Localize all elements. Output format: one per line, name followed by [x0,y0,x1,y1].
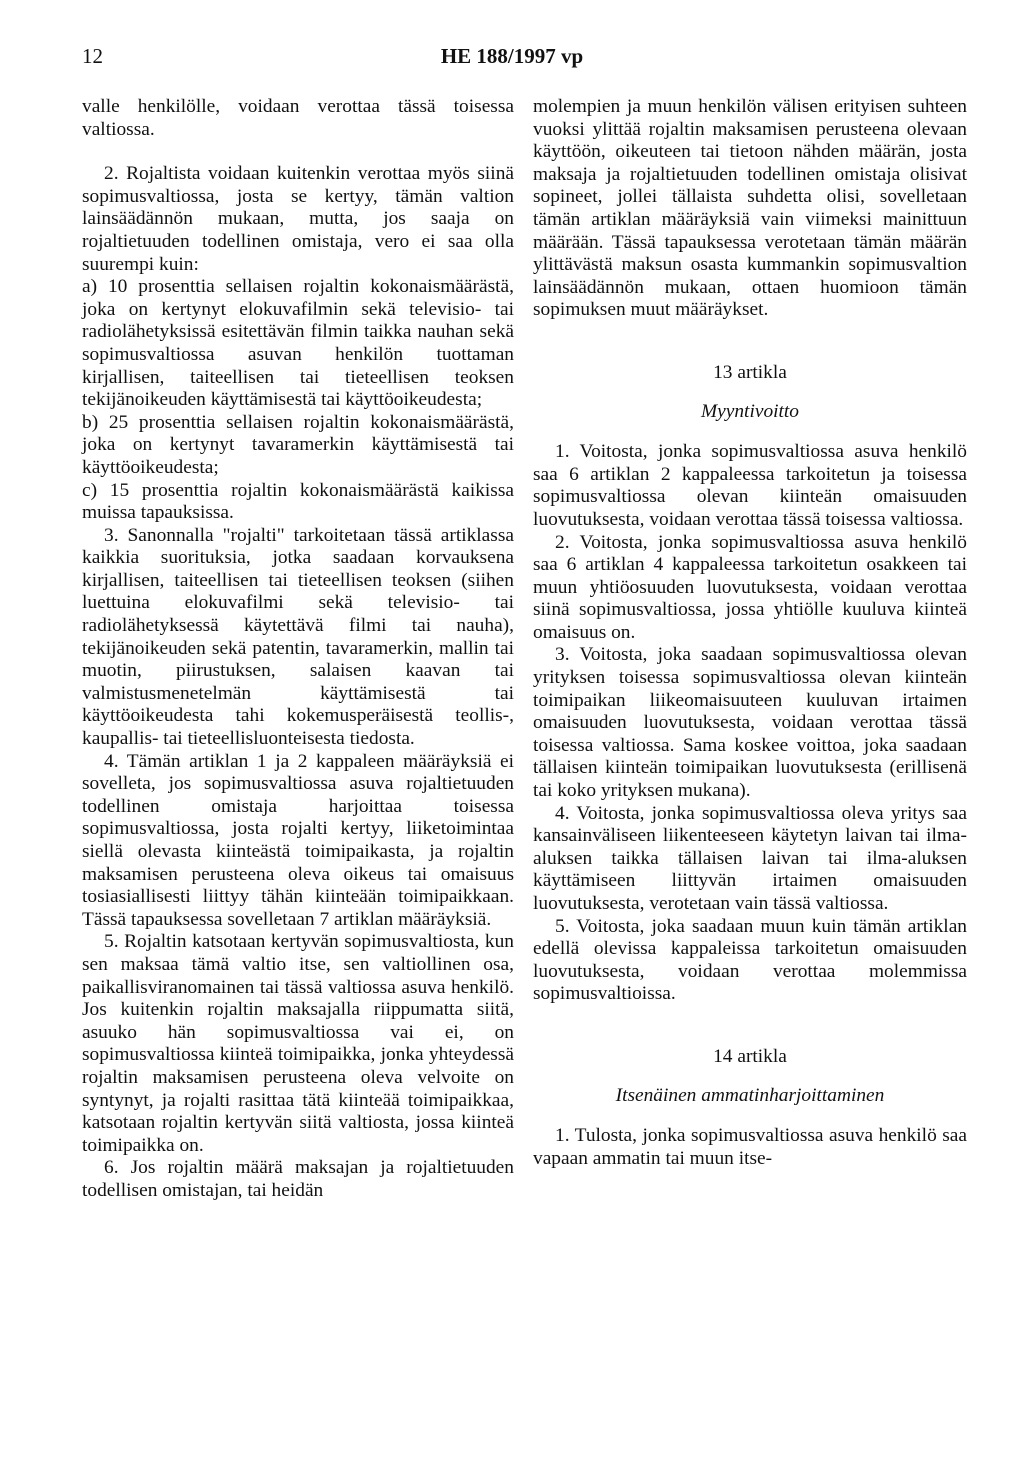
page-number: 12 [82,44,103,68]
left-column [82,96,514,1203]
continuation-paragraph: molempien ja muun henkilön välisen erityisen suhteen vuoksi ylittää rojaltin maksamisen perusteena olevaan käyttöön, oikeuteen tai tietoon nähden määrän, josta maksaja ja rojaltietuuden todellinen omistaja olisivat sopineet, jollei tällaista suhdetta olisi, sovelletaan tämän artiklan määräyksiä vain viimeksi mainittuun määrään. Tässä tapauksessa verotetaan tämän määrän ylittävästä maksun osasta kummankin sopimusvaltion lainsäädännön mukaan, ottaen huomioon tämän sopimuksen muut määräykset. [533,96,967,321]
continuation-paragraph: valle henkilölle, voidaan verottaa tässä toisessa valtiossa. [82,96,514,140]
article-14-title: Itsenäinen ammatinharjoittaminen [615,1084,885,1106]
article-13-paragraph-4: 4. Voitosta, jonka sopimusvaltiossa oleva yritys saa kansainväliseen liikenteeseen käytetyn laivan tai ilma-aluksen taikka tällaisen laivan tai ilma-aluksen käyttämiseen liittyvän irtaimen omaisuuden luovutuksesta, verotetaan vain tässä valtiossa. [533,802,967,914]
article-13-paragraph-1: 1. Voitosta, jonka sopimusvaltiossa asuva henkilö saa 6 artiklan 2 kappaleessa tarkoitetun ja toisessa sopimusvaltiossa olevan kiinteän omaisuuden luovutuksesta, voidaan verottaa tässä toisessa valtiossa. [533,441,967,530]
list-item-b: b) 25 prosenttia sellaisen rojaltin kokonaismäärästä, joka on kertynyt tavaramerkin käyttämisestä tai käyttöoikeudesta; [82,411,514,478]
article-14-number: 14 artikla [713,1045,787,1067]
article-14-paragraph-1: 1. Tulosta, jonka sopimusvaltiossa asuva henkilö saa vapaan ammatin tai muun itse- [533,1125,967,1169]
article-13-paragraph-3: 3. Voitosta, joka saadaan sopimusvaltiossa olevan yrityksen toisessa sopimusvaltiossa olevan kiinteän toimipaikan liikeomaisuuteen kuuluvan irtaimen omaisuuden luovutuksesta, voidaan verottaa tässä toisessa valtiossa. Sama koskee voittoa, joka saadaan tällaisen kiinteän toimipaikan luovutuksesta (erillisenä tai koko yrityksen mukana). [533,644,967,802]
document-id: HE 188/1997 vp [440,44,584,68]
paragraph-6: 6. Jos rojaltin määrä maksajan ja rojaltietuuden todellisen omistajan, tai heidän [82,1157,514,1201]
paragraph-4: 4. Tämän artiklan 1 ja 2 kappaleen määräyksiä ei sovelleta, jos sopimusvaltiossa asuva rojaltietuuden todellinen omistaja harjoittaa toisessa sopimusvaltiossa, josta rojalti kertyy, liiketoimintaa siellä olevasta kiinteästä toimipaikasta, ja rojaltin maksamisen perusteena oleva oikeus tai omaisuus tosiasiallisesti liittyy tähän kiinteään toimipaikkaan. Tässä tapauksessa sovelletaan 7 artiklan määräyksiä. [82,750,514,930]
article-13-number: 13 artikla [713,361,787,383]
paragraph-2: 2. Rojaltista voidaan kuitenkin verottaa myös siinä sopimusvaltiossa, josta se kertyy, tämän valtion lainsäädännön mukaan, mutta, jos saaja on rojaltietuuden todellinen omistaja, vero ei saa olla suurempi kuin: [82,163,514,275]
list-item-a: a) 10 prosenttia sellaisen rojaltin kokonaismäärästä, joka on kertynyt elokuvafilmin sekä televisio- tai radiolähetyksissä esitettävän filmin taikka nauhan sekä sopimusvaltiossa asuvan henkilön tuottaman kirjallisen, taiteellisen tai tieteellisen teoksen tekijänoikeuden käyttämisestä tai käyttöoikeudesta; [82,276,514,411]
article-13-paragraph-2: 2. Voitosta, jonka sopimusvaltiossa asuva henkilö saa 6 artiklan 4 kappaleessa tarkoitetun osakkeen tai muun yhtiöosuuden luovutuksesta, voidaan verottaa siinä sopimusvaltiossa, jossa yhtiölle kuuluva kiinteä omaisuus on. [533,531,967,643]
right-column [533,96,967,1170]
article-13-paragraph-5: 5. Voitosta, joka saadaan muun kuin tämän artiklan edellä olevissa kappaleissa tarkoitetun omaisuuden luovutuksesta, voidaan verottaa molemmissa sopimusvaltioissa. [533,915,967,1005]
article-13-title: Myyntivoitto [701,400,799,422]
paragraph-5: 5. Rojaltin katsotaan kertyvän sopimusvaltiosta, kun sen maksaa tämä valtio itse, sen valtiollinen osa, paikallisviranomainen tai tässä valtiossa asuva henkilö. Jos kuitenkin rojaltin maksajalla riippumatta siitä, asuuko hän sopimusvaltiossa vai ei, on sopimusvaltiossa kiinteä toimipaikka, jonka yhteydessä rojaltin maksamisen perusteena oleva velvoite on syntynyt, ja rojalti rasittaa tätä kiinteää toimipaikkaa, katsotaan rojaltin kertyvän siitä valtiosta, jossa kiinteä toimipaikka on. [82,931,514,1156]
list-item-c: c) 15 prosenttia rojaltin kokonaismäärästä kaikissa muissa tapauksissa. [82,479,514,524]
paragraph-gap [82,141,514,163]
page-header [82,44,942,74]
paragraph-3: 3. Sanonnalla "rojalti" tarkoitetaan tässä artiklassa kaikkia suorituksia, jotka saadaan korvauksena kirjallisen, taiteellisen tai tieteellisen teoksen (siihen luettuina elokuvafilmi sekä televisio- tai radiolähetyksessä käytettävä filmi tai nauha), tekijänoikeuden sekä patentin, tavaramerkin, mallin tai muotin, piirustuksen, salaisen kaavan tai valmistusmenetelmän käyttämisestä tai käyttöoikeudesta tahi kokemusperäisestä teollis-, kaupallis- tai tieteellisluonteisesta tiedosta. [82,524,514,750]
